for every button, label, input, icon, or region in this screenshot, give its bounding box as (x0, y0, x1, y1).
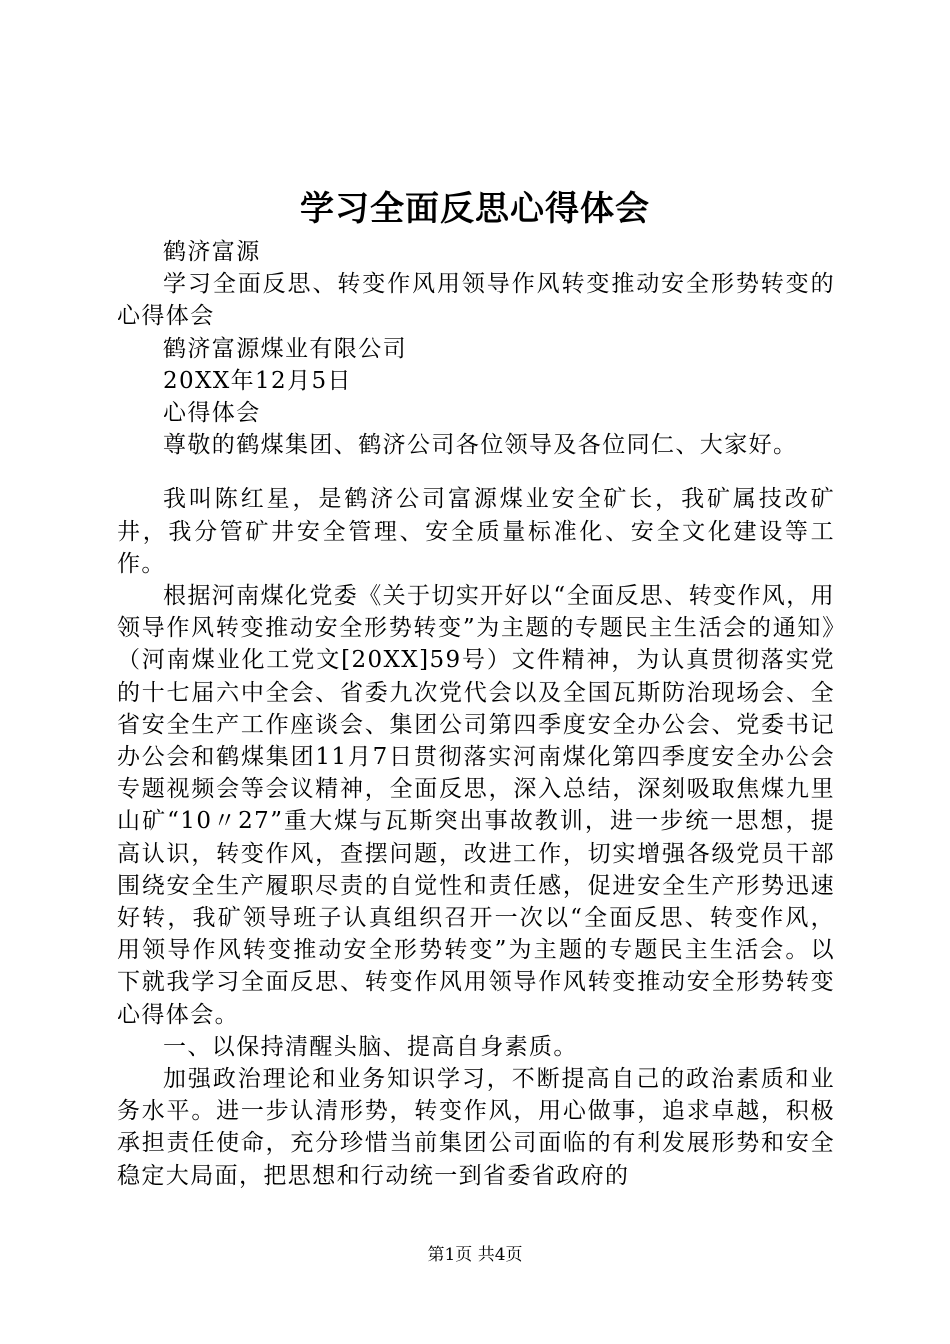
paragraph: 一、以保持清醒头脑、提高自身素质。 (163, 1033, 578, 1060)
paragraph: 心得体会 (163, 400, 261, 427)
paragraph: 鹤济富源 (163, 239, 261, 265)
paragraph: 20XX年12月5日 (163, 367, 352, 394)
document-body (117, 236, 835, 1192)
paragraph: 加强政治理论和业务知识学习，不断提高自己的政治素质和业务水平。进一步认清形势，转变作风，用心做事，追求卓越，积极承担责任使命，充分珍惜当前集团公司面临的有利发展形势和安全稳定大局面，把思想和行动统一到省委省政府的 (117, 1066, 835, 1189)
paragraph: 鹤济富源煤业有限公司 (163, 335, 407, 362)
paragraph: 学习全面反思、转变作风用领导作风转变推动安全形势转变的心得体会 (117, 271, 835, 330)
paragraph: 尊敬的鹤煤集团、鹤济公司各位领导及各位同仁、大家好。 (163, 432, 798, 459)
page-number: 第1页 共4页 (427, 1245, 523, 1265)
document-title: 学习全面反思心得体会 (300, 189, 650, 229)
paragraph: 根据河南煤化党委《关于切实开好以“全面反思、转变作风，用领导作风转变推动安全形势转变”为主题的专题民主生活会的通知》（河南煤业化工党文[20XX]59号）文件精神，为认真贯彻落实党的十七届六中全会、省委九次党代会以及全国瓦斯防治现场会、全省安全生产工作座谈会、集团公司第四季度安全办公会、党委书记办公会和鹤煤集团11月7日贯彻落实河南煤化第四季度安全办公会专题视频会等会议精神，全面反思，深入总结，深刻吸取焦煤九里山矿“10〃27”重大煤与瓦斯突出事故教训，进一步统一思想，提高认识，转变作风，查摆问题，改进工作，切实增强各级党员干部围绕安全生产履职尽责的自觉性和责任感，促进安全生产形势迅速好转，我矿领导班子认真组织召开一次以“全面反思、转变作风，用领导作风转变推动安全形势转变”为主题的专题民主生活会。以下就我学习全面反思、转变作风用领导作风转变推动安全形势转变心得体会。 (117, 583, 835, 1028)
paragraph: 我叫陈红星，是鹤济公司富源煤业安全矿长，我矿属技改矿井，我分管矿井安全管理、安全质量标准化、安全文化建设等工作。 (117, 486, 835, 577)
